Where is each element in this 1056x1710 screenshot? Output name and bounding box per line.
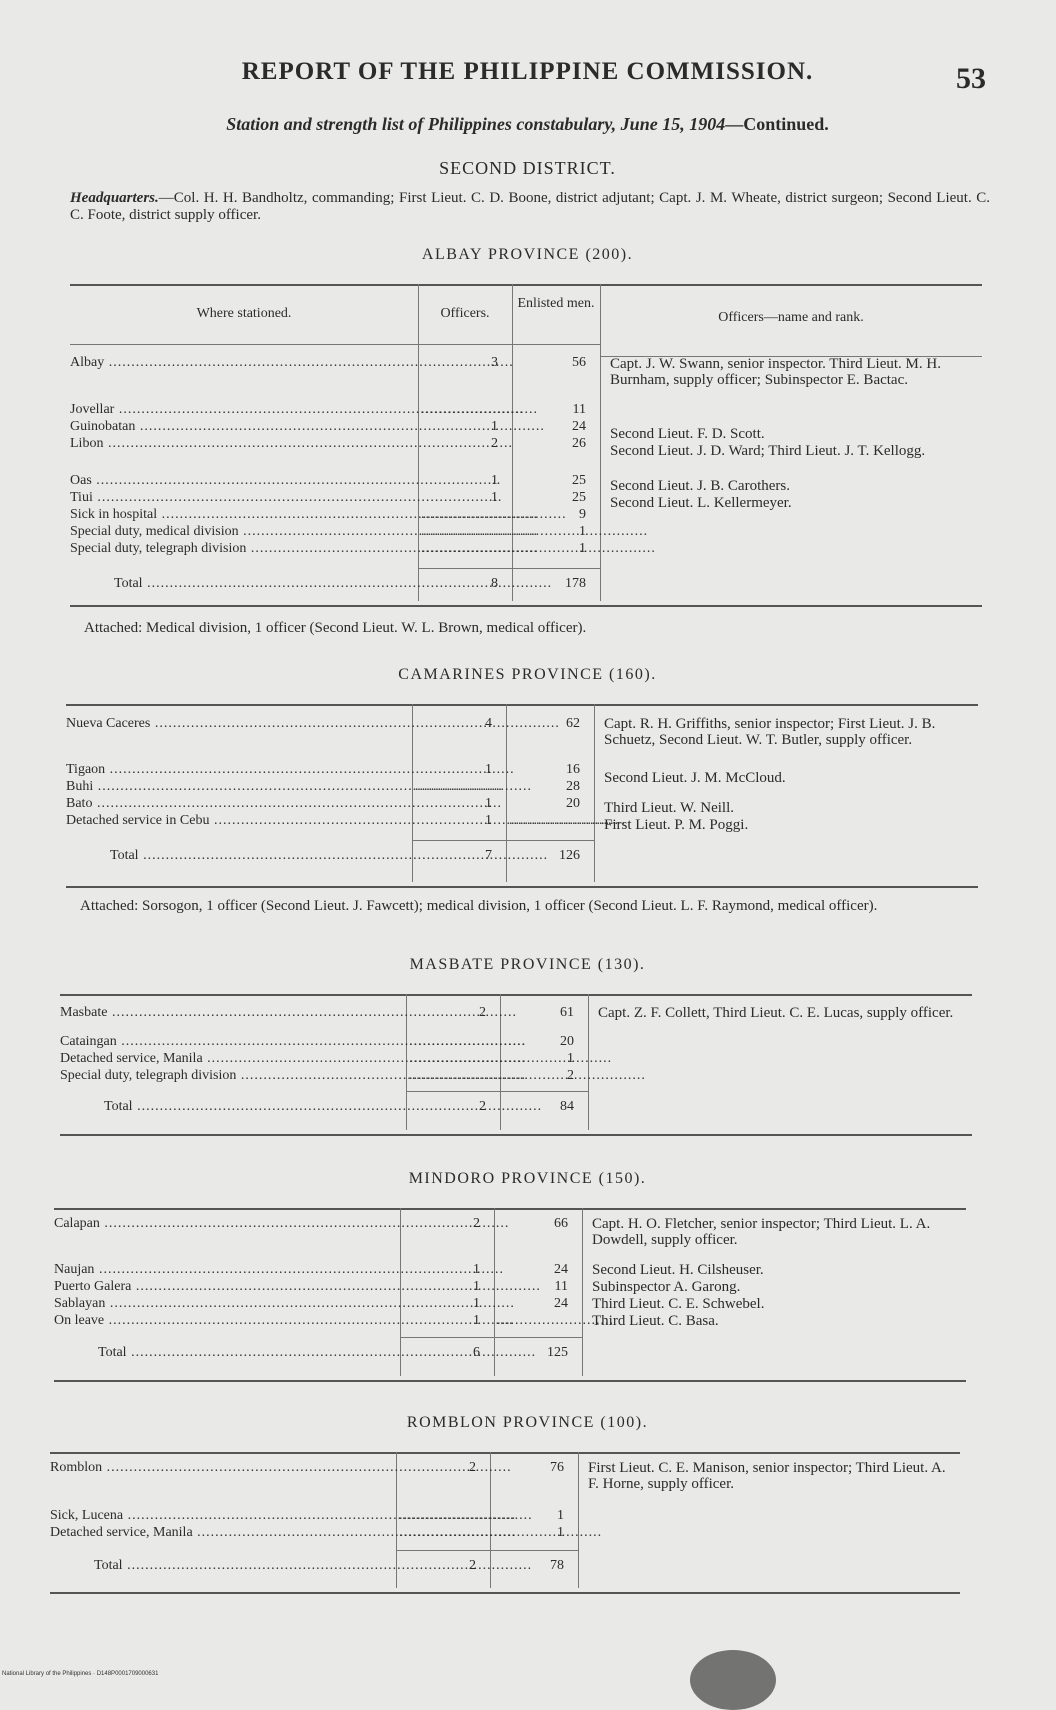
- column-divider: [578, 1452, 579, 1588]
- total-label: Total .....: [110, 848, 406, 863]
- attached-note: Attached: Sorsogon, 1 officer (Second Lieut. J. Fawcett); medical division, 1 officer (Second Lieut. L. F. Raymond, medical officer).: [80, 898, 878, 914]
- officer-names: Second Lieut. J. M. McCloud.: [604, 770, 786, 786]
- officers-count: 2: [479, 1005, 486, 1020]
- officers-count: 1: [491, 419, 498, 434]
- table-top-rule: [60, 994, 972, 996]
- station-name: Calapan .....: [54, 1216, 394, 1231]
- officer-names: Capt. H. O. Fletcher, senior inspector; Third Lieut. L. A. Dowdell, supply officer.: [592, 1216, 931, 1248]
- total-rule: [406, 1091, 588, 1092]
- officer-names: Capt. Z. F. Collett, Third Lieut. C. E. Lucas, supply officer.: [598, 1005, 954, 1021]
- district-heading: SECOND DISTRICT.: [439, 158, 616, 178]
- province-title: ALBAY PROVINCE (200).: [421, 246, 634, 263]
- total-officers: 8: [491, 576, 498, 591]
- officers-count: 3: [491, 355, 498, 370]
- total-rule: [418, 568, 600, 569]
- officer-names: Second Lieut. H. Cilsheuser.: [592, 1262, 764, 1278]
- station-name: Albay .....: [70, 355, 412, 370]
- total-rule: [400, 1337, 582, 1338]
- column-divider: [582, 1208, 583, 1376]
- officers-count: ..........................: [421, 507, 538, 522]
- station-name: Nueva Caceres .....: [66, 716, 406, 731]
- total-label: Total .....: [98, 1345, 394, 1360]
- enlisted-count: 28: [566, 779, 580, 794]
- station-name: Detached service in Cebu .....: [66, 813, 406, 828]
- station-name: Detached service, Manila .....: [60, 1051, 400, 1066]
- officer-names: Subinspector A. Garong.: [592, 1279, 741, 1295]
- table-bottom-rule: [66, 886, 978, 888]
- total-label: Total .....: [94, 1558, 390, 1573]
- station-name: Libon .....: [70, 436, 412, 451]
- total-enlisted: 78: [550, 1558, 564, 1573]
- subtitle-continued: —Continued.: [725, 114, 829, 134]
- station-name: On leave .....: [54, 1313, 394, 1328]
- table-bottom-rule: [50, 1592, 960, 1594]
- enlisted-count: 24: [554, 1296, 568, 1311]
- page-subtitle: [60, 114, 995, 135]
- officers-count: ..........................: [421, 541, 538, 556]
- station-name: Masbate .....: [60, 1005, 400, 1020]
- officers-count: 1: [491, 490, 498, 505]
- enlisted-count: 25: [572, 490, 586, 505]
- station-name: Sick, Lucena .....: [50, 1508, 390, 1523]
- table-bottom-rule: [70, 605, 982, 607]
- enlisted-count: ..........................: [497, 1313, 614, 1328]
- station-name: Guinobatan .....: [70, 419, 412, 434]
- station-name: Sablayan .....: [54, 1296, 394, 1311]
- enlisted-count: 61: [560, 1005, 574, 1020]
- officer-names: Second Lieut. J. B. Carothers.: [610, 478, 790, 494]
- total-label: Total .....: [104, 1099, 400, 1114]
- officers-count: 1: [473, 1279, 480, 1294]
- station-name: Tiui .....: [70, 490, 412, 505]
- total-enlisted: 84: [560, 1099, 574, 1114]
- column-header-where: Where stationed.: [196, 306, 292, 321]
- enlisted-count: 62: [566, 716, 580, 731]
- station-name: Bato .....: [66, 796, 406, 811]
- officers-count: ..........................: [409, 1034, 526, 1049]
- station-name: Cataingan .....: [60, 1034, 400, 1049]
- table-top-rule: [66, 704, 978, 706]
- total-enlisted: 178: [565, 576, 586, 591]
- station-name: Buhi .....: [66, 779, 406, 794]
- table-bottom-rule: [54, 1380, 966, 1382]
- officers-count: 1: [485, 813, 492, 828]
- total-rule: [412, 840, 594, 841]
- enlisted-count: 76: [550, 1460, 564, 1475]
- enlisted-count: 1: [557, 1508, 564, 1523]
- scan-footer: National Library of the Philippines · D148P0001709000631: [2, 1671, 159, 1677]
- station-name: Oas .....: [70, 473, 412, 488]
- enlisted-count: 25: [572, 473, 586, 488]
- officers-count: 1: [473, 1313, 480, 1328]
- officer-names: Second Lieut. F. D. Scott.: [610, 426, 765, 442]
- headquarters-label: Headquarters.: [70, 190, 159, 206]
- table-bottom-rule: [60, 1134, 972, 1136]
- officers-count: 1: [473, 1296, 480, 1311]
- enlisted-count: 20: [560, 1034, 574, 1049]
- table-top-rule: [54, 1208, 966, 1210]
- province-title: MASBATE PROVINCE (130).: [409, 956, 646, 973]
- station-name: Jovellar .....: [70, 402, 412, 417]
- total-officers: 2: [469, 1558, 476, 1573]
- enlisted-count: 66: [554, 1216, 568, 1231]
- officer-names: Second Lieut. L. Kellermeyer.: [610, 495, 792, 511]
- officers-count: 2: [469, 1460, 476, 1475]
- station-name: Tigaon .....: [66, 762, 406, 777]
- station-name: Puerto Galera .....: [54, 1279, 394, 1294]
- officers-count: ..........................: [399, 1508, 516, 1523]
- station-name: Sick in hospital .....: [70, 507, 412, 522]
- officer-names: Capt. R. H. Griffiths, senior inspector; First Lieut. J. B. Schuetz, Second Lieut. W. T. Butler, supply officer.: [604, 716, 936, 748]
- total-officers: 2: [479, 1099, 486, 1114]
- subtitle-main: Station and strength list of Philippines constabulary, June 15, 1904: [226, 114, 726, 134]
- officers-count: 1: [485, 796, 492, 811]
- enlisted-count: 1: [579, 524, 586, 539]
- enlisted-count: ..........................: [509, 813, 626, 828]
- enlisted-count: 1: [567, 1051, 574, 1066]
- enlisted-count: 1: [579, 541, 586, 556]
- header-bottom-rule-left: [70, 344, 600, 345]
- enlisted-count: 20: [566, 796, 580, 811]
- column-divider: [594, 704, 595, 882]
- column-header-enlisted: Enlisted men.: [517, 296, 595, 311]
- enlisted-count: 26: [572, 436, 586, 451]
- officers-count: ..........................: [409, 1068, 526, 1083]
- table-top-rule: [50, 1452, 960, 1454]
- enlisted-count: 24: [554, 1262, 568, 1277]
- officers-count: ..........................: [409, 1051, 526, 1066]
- enlisted-count: 24: [572, 419, 586, 434]
- headquarters-text: —Col. H. H. Bandholtz, commanding; First Lieut. C. D. Boone, district adjutant; Capt. J. M. Wheate, district surgeon; Second Lieut. C. C. Foote, district supply officer.: [70, 190, 990, 223]
- enlisted-count: 2: [567, 1068, 574, 1083]
- station-name: Romblon .....: [50, 1460, 390, 1475]
- officers-count: ..........................: [421, 402, 538, 417]
- page-number: 53: [956, 62, 986, 95]
- enlisted-count: 1: [557, 1525, 564, 1540]
- officer-names: Third Lieut. C. Basa.: [592, 1313, 719, 1329]
- officers-count: 2: [491, 436, 498, 451]
- total-rule: [396, 1550, 578, 1551]
- officers-count: ..........................: [415, 779, 532, 794]
- province-title: MINDORO PROVINCE (150).: [408, 1170, 647, 1187]
- total-officers: 7: [485, 848, 492, 863]
- page-header-title: REPORT OF THE PHILIPPINE COMMISSION.: [241, 58, 814, 85]
- enlisted-count: 11: [554, 1279, 568, 1294]
- column-header-officers: Officers.: [440, 306, 490, 321]
- station-name: Naujan .....: [54, 1262, 394, 1277]
- station-name: Special duty, telegraph division .....: [70, 541, 412, 556]
- officer-names: First Lieut. P. M. Poggi.: [604, 817, 749, 833]
- station-name: Special duty, medical division .....: [70, 524, 412, 539]
- enlisted-count: 16: [566, 762, 580, 777]
- officers-count: ..........................: [399, 1525, 516, 1540]
- officers-count: 1: [491, 473, 498, 488]
- officer-names: First Lieut. C. E. Manison, senior inspector; Third Lieut. A. F. Horne, supply officer.: [588, 1460, 946, 1492]
- scan-smudge: [690, 1650, 776, 1710]
- officers-count: 1: [473, 1262, 480, 1277]
- province-title: ROMBLON PROVINCE (100).: [406, 1414, 649, 1431]
- province-title: CAMARINES PROVINCE (160).: [398, 666, 657, 683]
- attached-note: Attached: Medical division, 1 officer (Second Lieut. W. L. Brown, medical officer).: [84, 620, 587, 636]
- table-top-rule: [70, 284, 982, 286]
- total-officers: 6: [473, 1345, 480, 1360]
- total-enlisted: 126: [559, 848, 580, 863]
- officers-count: 4: [485, 716, 492, 731]
- officer-names: Third Lieut. W. Neill.: [604, 800, 734, 816]
- officers-count: 1: [485, 762, 492, 777]
- column-header-names: Officers—name and rank.: [718, 310, 864, 325]
- officer-names: Second Lieut. J. D. Ward; Third Lieut. J. T. Kellogg.: [610, 443, 926, 459]
- station-name: Detached service, Manila .....: [50, 1525, 390, 1540]
- enlisted-count: 56: [572, 355, 586, 370]
- total-enlisted: 125: [547, 1345, 568, 1360]
- officer-names: Third Lieut. C. E. Schwebel.: [592, 1296, 765, 1312]
- enlisted-count: 11: [572, 402, 586, 417]
- enlisted-count: 9: [579, 507, 586, 522]
- officers-count: 2: [473, 1216, 480, 1231]
- officer-names: Capt. J. W. Swann, senior inspector. Third Lieut. M. H. Burnham, supply officer; Subinspector E. Bactac.: [610, 356, 941, 388]
- total-label: Total .....: [114, 576, 412, 591]
- station-name: Special duty, telegraph division .....: [60, 1068, 400, 1083]
- officers-count: ..........................: [421, 524, 538, 539]
- headquarters-paragraph: [70, 190, 990, 224]
